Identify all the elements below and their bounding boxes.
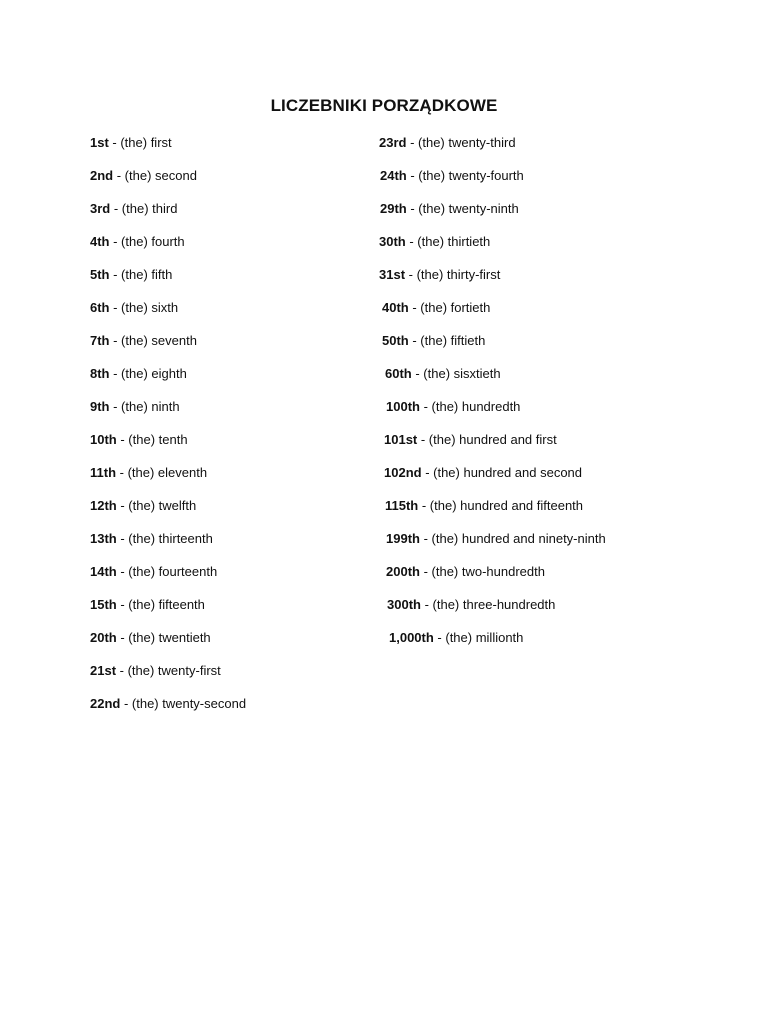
ordinal-number: 40th [382,300,409,315]
ordinal-row [90,463,246,496]
ordinal-word: - (the) eighth [109,366,187,381]
ordinal-number: 50th [382,333,409,348]
ordinal-word: - (the) sisxtieth [411,366,501,381]
ordinal-word: - (the) thirtieth [405,234,491,249]
ordinal-word: - (the) hundred and fifteenth [418,498,584,513]
ordinal-row [379,298,606,331]
ordinal-row [379,496,606,529]
ordinal-number: 8th [90,366,110,381]
ordinal-row [379,562,606,595]
ordinal-number: 2nd [90,168,114,183]
ordinal-word: - (the) fifth [109,267,173,282]
ordinal-row [379,331,606,364]
ordinal-word: - (the) seventh [109,333,197,348]
ordinal-row [90,430,246,463]
ordinal-number: 10th [90,432,117,447]
ordinal-word: - (the) sixth [109,300,179,315]
ordinal-row [90,529,246,562]
ordinal-row [90,265,246,298]
ordinal-row [90,331,246,364]
ordinal-word: - (the) fourth [109,234,185,249]
ordinal-number: 31st [379,267,406,282]
ordinal-word: - (the) hundredth [419,399,521,414]
ordinal-number: 21st [90,663,117,678]
ordinal-row [379,166,606,199]
right-column [379,133,606,661]
ordinal-word: - (the) third [110,201,178,216]
ordinal-number: 7th [90,333,110,348]
ordinal-word: - (the) fifteenth [116,597,205,612]
ordinal-word: - (the) fiftieth [408,333,486,348]
ordinal-row [90,199,246,232]
ordinal-number: 3rd [90,201,111,216]
ordinal-word: - (the) ninth [109,399,180,414]
ordinal-row [379,463,606,496]
ordinal-row [379,628,606,661]
ordinal-number: 102nd [384,465,422,480]
ordinal-word: - (the) second [113,168,197,183]
ordinal-number: 12th [90,498,117,513]
ordinal-row [379,232,606,265]
ordinal-row [90,397,246,430]
ordinal-row [90,661,246,694]
ordinal-number: 101st [384,432,418,447]
left-column [90,133,246,727]
ordinal-number: 20th [90,630,117,645]
ordinal-number: 6th [90,300,110,315]
ordinal-row [379,595,606,628]
ordinal-word: - (the) fourteenth [116,564,218,579]
ordinal-word: - (the) thirteenth [116,531,213,546]
ordinal-row [379,199,606,232]
ordinal-row [379,364,606,397]
ordinal-row [90,364,246,397]
ordinal-word: - (the) three-hundredth [420,597,556,612]
ordinal-word: - (the) twelfth [116,498,197,513]
ordinal-row [90,298,246,331]
page-title: LICZEBNIKI PORZĄDKOWE [270,96,498,115]
ordinal-word: - (the) twenty-second [120,696,247,711]
ordinal-number: 9th [90,399,110,414]
ordinal-number: 300th [387,597,421,612]
ordinal-number: 1,000th [389,630,434,645]
ordinal-number: 5th [90,267,110,282]
ordinal-number: 200th [386,564,420,579]
ordinal-number: 29th [380,201,407,216]
ordinal-word: - (the) twenty-first [116,663,221,678]
ordinal-word: - (the) eleventh [116,465,208,480]
ordinal-word: - (the) hundred and first [417,432,557,447]
ordinal-word: - (the) twenty-ninth [406,201,519,216]
ordinal-number: 13th [90,531,117,546]
ordinal-row [379,529,606,562]
ordinal-row [379,133,606,166]
ordinal-word: - (the) fortieth [408,300,491,315]
ordinal-number: 15th [90,597,117,612]
ordinal-word: - (the) tenth [116,432,188,447]
ordinal-word: - (the) first [108,135,172,150]
ordinal-number: 24th [380,168,407,183]
ordinal-word: - (the) hundred and second [421,465,583,480]
ordinal-row [90,496,246,529]
ordinal-number: 11th [90,465,117,480]
ordinal-number: 100th [386,399,420,414]
ordinal-row [379,430,606,463]
ordinal-word: - (the) twentieth [116,630,211,645]
ordinal-number: 30th [379,234,406,249]
ordinal-row [90,232,246,265]
ordinal-number: 23rd [379,135,407,150]
ordinal-number: 22nd [90,696,121,711]
ordinal-word: - (the) twenty-fourth [406,168,524,183]
ordinal-row [90,133,246,166]
ordinal-number: 60th [385,366,412,381]
ordinal-number: 199th [386,531,420,546]
ordinal-row [379,265,606,298]
ordinal-row [90,166,246,199]
ordinal-row [90,694,246,727]
ordinal-word: - (the) hundred and ninety-ninth [419,531,606,546]
ordinal-row [90,562,246,595]
ordinal-word: - (the) thirty-first [405,267,501,282]
ordinal-row [90,595,246,628]
ordinal-word: - (the) millionth [433,630,524,645]
ordinal-number: 1st [90,135,109,150]
ordinal-number: 4th [90,234,110,249]
ordinal-number: 14th [90,564,117,579]
ordinal-word: - (the) two-hundredth [419,564,545,579]
ordinal-row [379,397,606,430]
ordinal-number: 115th [385,498,419,513]
ordinal-row [90,628,246,661]
ordinal-word: - (the) twenty-third [406,135,516,150]
